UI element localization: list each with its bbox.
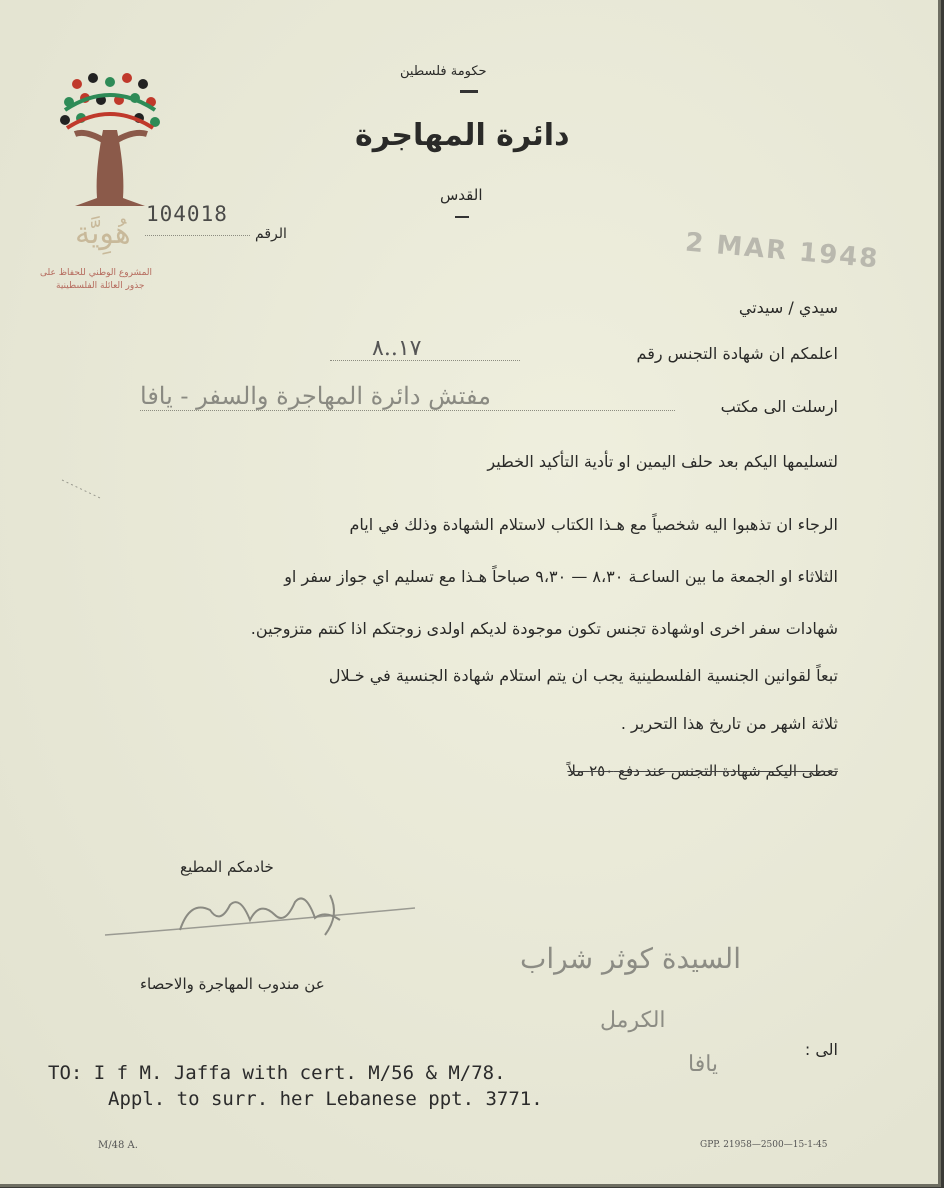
printer-code: GPP. 21958—2500—15-1-45: [700, 1140, 828, 1150]
logo-tagline-1: المشروع الوطني للحفاظ على: [40, 268, 153, 278]
addressee-label: الى :: [804, 1040, 838, 1059]
addressee-name-handwritten: السيدة كوثر شراب: [520, 942, 741, 975]
department-title: دائرة المهاجرة: [355, 118, 570, 153]
reference-dotted-line: [145, 235, 250, 236]
paragraph-line-3: شهادات سفر اخرى اوشهادة تجنس تكون موجودة لديكم اولدى زوجتكم اذا كنتم متزوجين.: [250, 619, 838, 638]
paragraph-line-5: ثلاثة اشهر من تاريخ هذا التحرير .: [620, 714, 838, 733]
form-number: M/48 A.: [98, 1140, 138, 1151]
addressee-locality-handwritten: الكرمل: [600, 1008, 666, 1033]
city-divider: [455, 216, 469, 218]
office-handwritten: مفتش دائرة المهاجرة والسفر - يافا: [140, 382, 491, 410]
addressee-city-handwritten: يافا: [688, 1052, 719, 1077]
fold-mark: [60, 460, 120, 500]
signature-on-behalf: عن مندوب المهاجرة والاحصاء: [140, 975, 325, 993]
government-heading: حكومة فلسطين: [400, 64, 487, 79]
cert-number-handwritten: ١٧..٨: [372, 336, 422, 361]
tree-family-logo-icon: [55, 70, 165, 220]
city-heading: القدس: [440, 186, 483, 204]
signature-closing: خادمكم المطيع: [180, 858, 274, 876]
cert-number-dotted-line: [330, 360, 520, 361]
struck-fee-line: تعطى اليكم شهادة التجنس عند دفع ٢٥٠ ملاً: [567, 762, 838, 780]
office-dotted-line: [140, 410, 675, 411]
reference-label: الرقم: [255, 226, 287, 242]
letter-line-3: لتسليمها اليكم بعد حلف اليمين او تأدية التأكيد الخطير: [487, 452, 838, 471]
date-stamp: 2 MAR 1948: [684, 227, 881, 275]
salutation: سيدي / سيدتي: [738, 298, 838, 317]
logo-tagline-2: جذور العائلة الفلسطينية: [56, 281, 145, 291]
handwritten-signature: [100, 880, 420, 950]
paragraph-line-2: الثلاثاء او الجمعة ما بين الساعـة ٨،٣٠ — ٩،٣٠ صباحاً هـذا مع تسليم اي جواز سفر او: [284, 567, 838, 586]
letter-line-1: اعلمكم ان شهادة التجنس رقم: [636, 344, 838, 363]
paragraph-line-4: تبعاً لقوانين الجنسية الفلسطينية يجب ان يتم استلام شهادة الجنسية في خـلال: [328, 666, 838, 685]
reference-number: 104018: [146, 202, 228, 226]
typed-note-line-1: TO: I f M. Jaffa with cert. M/56 & M/78.: [48, 1062, 506, 1084]
logo-wordmark: هُوِيَّة: [75, 216, 131, 251]
paragraph-line-1: الرجاء ان تذهبوا اليه شخصياً مع هـذا الكتاب لاستلام الشهادة وذلك في ايام: [349, 515, 838, 534]
letter-line-2: ارسلت الى مكتب: [720, 397, 838, 416]
typed-note-line-2: Appl. to surr. her Lebanese ppt. 3771.: [108, 1088, 543, 1110]
heading-divider: [460, 90, 478, 93]
